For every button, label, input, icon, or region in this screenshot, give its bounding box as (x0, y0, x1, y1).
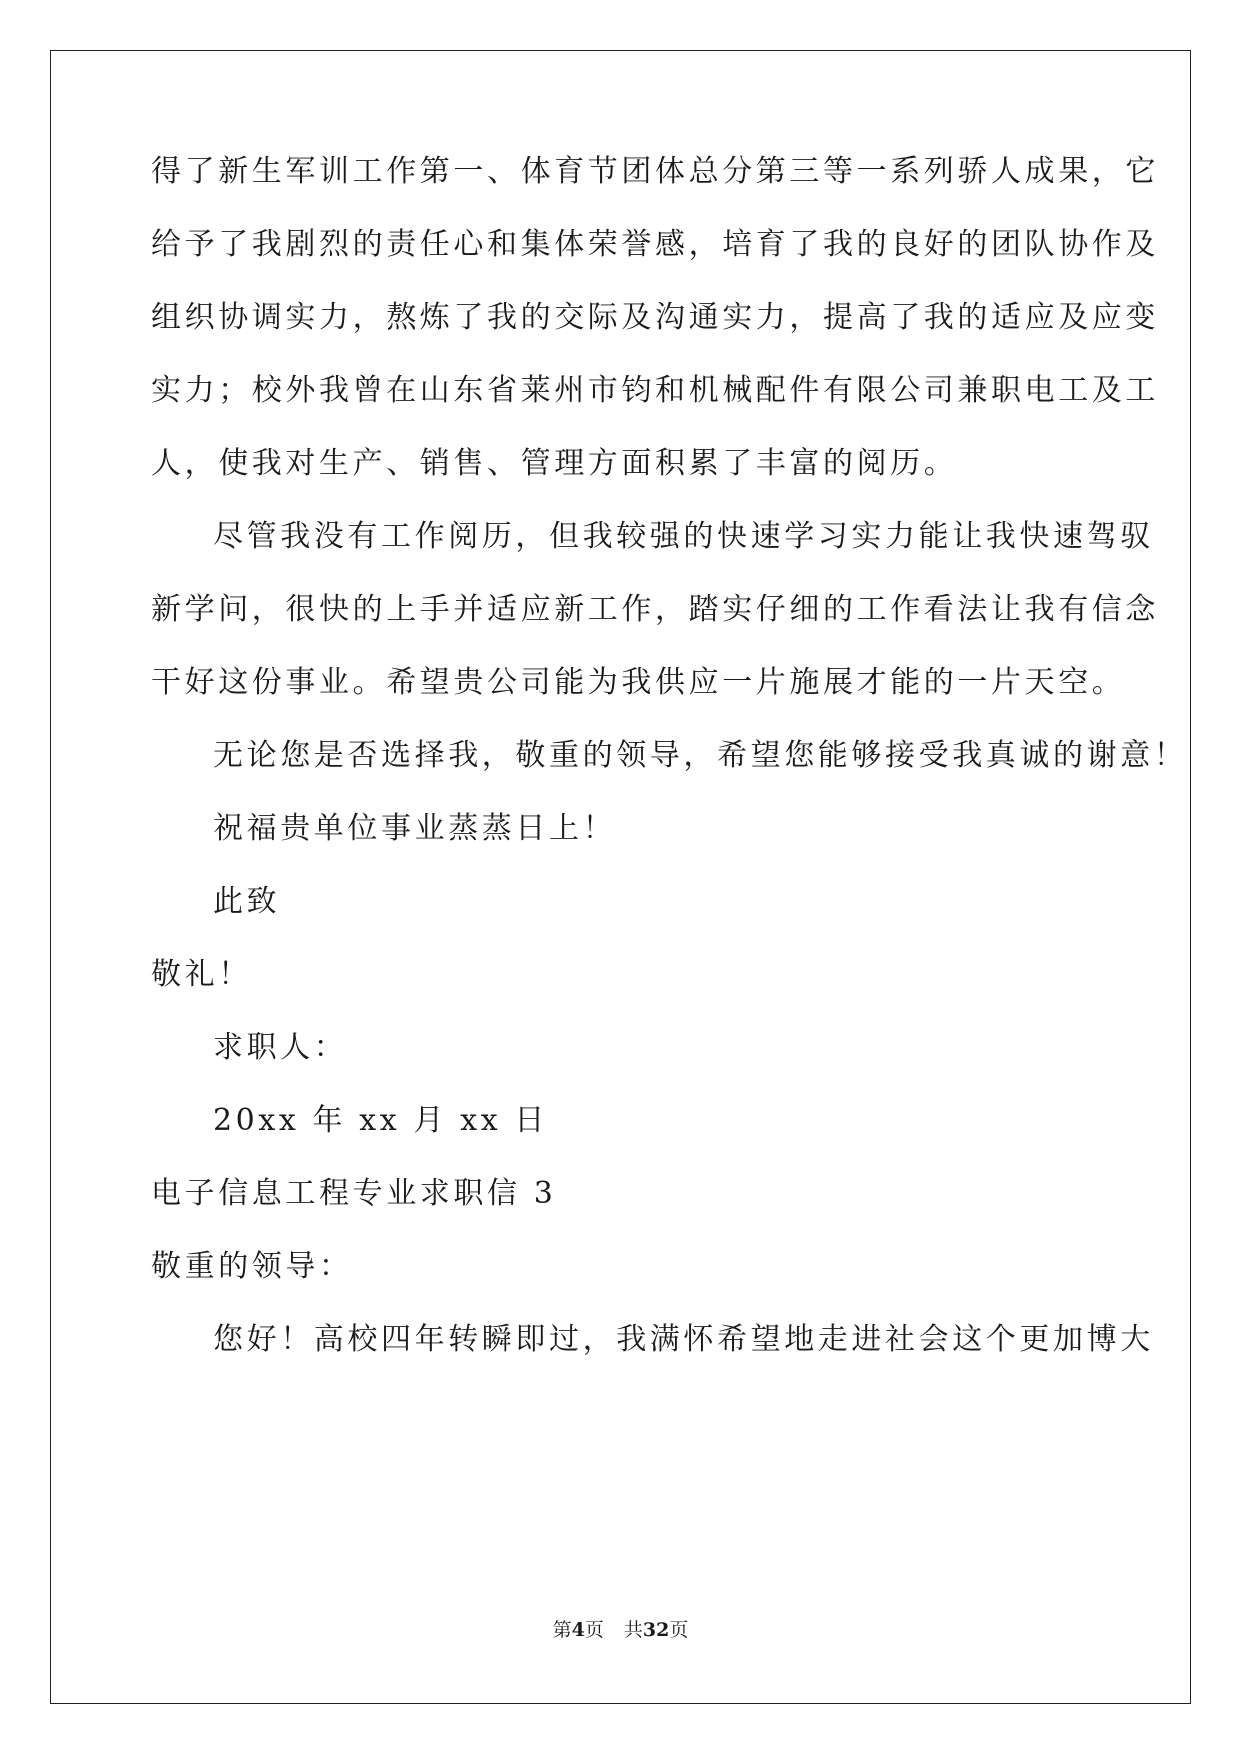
paragraph-line: 组织协调实力，熬炼了我的交际及沟通实力，提高了我的适应及应变 (151, 300, 1159, 335)
closing-line: 此致 (213, 884, 281, 919)
blessing-line: 祝福贵单位事业蒸蒸日上！ (213, 811, 617, 846)
paragraph-line: 得了新生军训工作第一、体育节团体总分第三等一系列骄人成果，它 (151, 154, 1159, 189)
greeting-line: 敬重的领导： (151, 1249, 353, 1284)
salute-line: 敬礼！ (151, 957, 252, 992)
page-footer (0, 1618, 1241, 1642)
paragraph-line: 尽管我没有工作阅历，但我较强的快速学习实力能让我快速驾驭 (213, 519, 1154, 554)
paragraph-line: 给予了我剧烈的责任心和集体荣誉感，培育了我的良好的团队协作及 (151, 227, 1159, 262)
date-line: 20xx 年 xx 月 xx 日 (213, 1103, 548, 1138)
footer-total-prefix: 共 (623, 1619, 643, 1641)
footer-prefix: 第 (552, 1619, 572, 1641)
paragraph-line: 您好！高校四年转瞬即过，我满怀希望地走进社会这个更加博大 (213, 1322, 1154, 1357)
paragraph-line: 人，使我对生产、销售、管理方面积累了丰富的阅历。 (151, 446, 958, 481)
applicant-line: 求职人： (213, 1030, 348, 1065)
paragraph-line: 无论您是否选择我，敬重的领导，希望您能够接受我真诚的谢意！ (213, 738, 1188, 773)
footer-total-pages: 32 (642, 1619, 670, 1641)
footer-page-number: 4 (571, 1619, 585, 1641)
paragraph-line: 新学问，很快的上手并适应新工作，踏实仔细的工作看法让我有信念 (151, 592, 1159, 627)
paragraph-line: 干好这份事业。希望贵公司能为我供应一片施展才能的一片天空。 (151, 665, 1126, 700)
footer-total-suffix: 页 (669, 1619, 689, 1641)
section-title: 电子信息工程专业求职信 3 (151, 1176, 557, 1211)
footer-page-suffix: 页 (584, 1619, 604, 1641)
paragraph-line: 实力；校外我曾在山东省莱州市钧和机械配件有限公司兼职电工及工 (151, 373, 1159, 408)
